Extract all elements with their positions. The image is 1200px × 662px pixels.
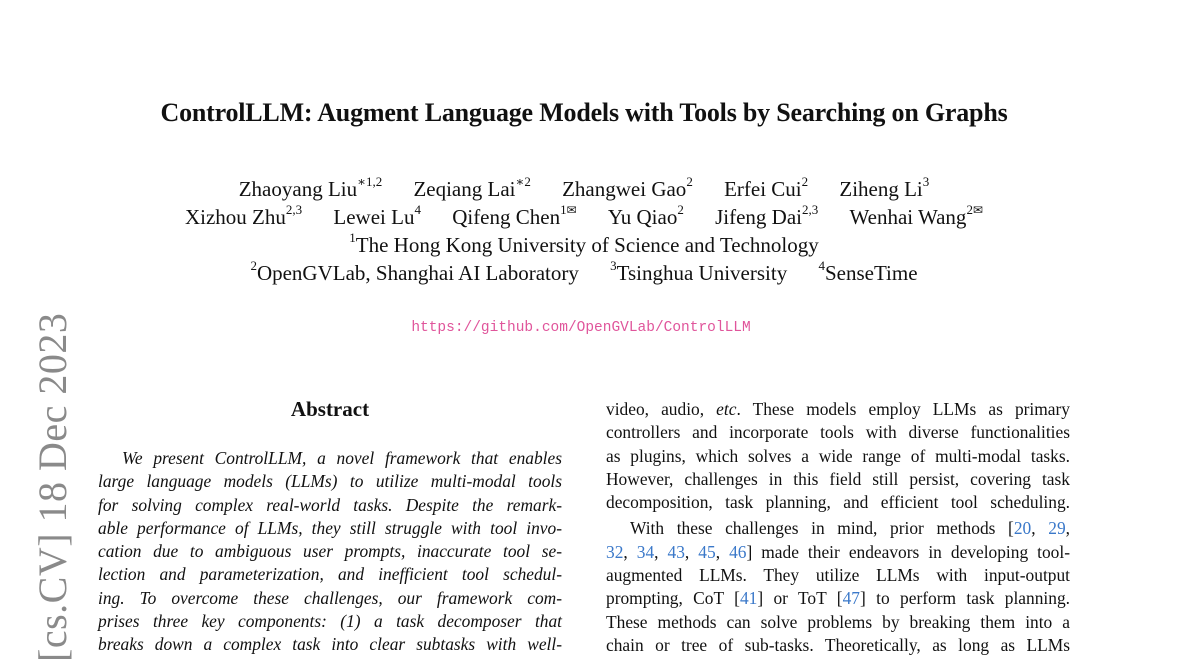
affiliation-1: $^1$The Hong Kong University of Science and Technology <box>349 230 819 257</box>
affiliation-2: $^2$OpenGVLab, Shanghai AI Laboratory $^3$Tsinghua University $^4$SenseTime <box>250 258 918 285</box>
abstract-line: prises three key components: (1) a task decomposer that <box>98 611 562 632</box>
abstract-line: large language models (LLMs) to utilize multi-modal tools <box>98 471 562 492</box>
abstract-body <box>98 447 562 657</box>
citation-link[interactable]: 29 <box>1048 518 1066 539</box>
body-line: decomposition, task planning, and efficient tool scheduling. <box>606 492 1070 513</box>
author: Xizhou Zhu$^{2,3}$ <box>184 202 303 229</box>
body-line: as plugins, which solves a wide range of multi-modal tasks. <box>606 445 1070 466</box>
abstract-line: able performance of LLMs, they still struggle with tool invo- <box>98 517 562 538</box>
abstract-line: breaks down a complex task into clear subtasks with well- <box>98 634 562 655</box>
author: Jifeng Dai$^{2,3}$ <box>715 202 819 229</box>
paper-title: ControlLLM: Augment Language Models with Tools by Searching on Graphs <box>160 98 1008 127</box>
citation-link[interactable]: 47 <box>842 588 860 609</box>
author: Zeqiang Lai$^{∗2}$ <box>413 174 531 201</box>
author: Wenhai Wang$^{2✉}$ <box>849 202 983 229</box>
body-line: controllers and incorporate tools with diverse functionalities <box>606 422 1070 443</box>
citation-link[interactable]: 20 <box>1013 518 1032 539</box>
authors-row-1 <box>0 174 1168 202</box>
citation-link[interactable]: 41 <box>739 588 758 609</box>
abstract-line: We present ControlLLM, a novel framework that enables <box>122 448 562 468</box>
envelope-icon: ✉ <box>972 203 983 217</box>
citation-link[interactable]: 43 <box>667 541 685 562</box>
author: Erfei Cui$^2$ <box>724 174 809 201</box>
author: Ziheng Li$^3$ <box>839 174 930 201</box>
author: Yu Qiao$^2$ <box>607 202 684 229</box>
body-line: prompting, CoT [41] or ToT [47] to perform task planning. <box>606 588 1070 609</box>
citation-link[interactable]: 32 <box>606 541 624 562</box>
abstract-line: for solving complex real-world tasks. Despite the remark- <box>98 494 562 515</box>
author: Zhaoyang Liu$^{∗1,2}$ <box>238 174 383 201</box>
author: Qifeng Chen$^{1✉}$ <box>452 202 577 229</box>
abstract-line: ing. To overcome these challenges, our framework com- <box>98 587 562 608</box>
arxiv-stamp: [cs.CV] 18 Dec 2023 <box>30 312 75 662</box>
envelope-icon: ✉ <box>566 203 577 217</box>
body-line: However, challenges in this field still persist, covering task <box>606 468 1070 489</box>
abstract-line: cation due to ambiguous user prompts, inaccurate tool se- <box>98 541 562 562</box>
citation-link[interactable]: 34 <box>636 541 655 562</box>
abstract-heading: Abstract <box>290 397 370 421</box>
body-line: With these challenges in mind, prior methods [20, 29, <box>630 518 1070 539</box>
abstract-line: lection and parameterization, and inefficient tool schedul- <box>98 564 562 585</box>
authors-row-2 <box>0 202 1168 230</box>
body-line: chain or tree of sub-tasks. Theoretically, as long as LLMs <box>606 634 1070 655</box>
citation-link[interactable]: 45 <box>698 541 716 562</box>
author: Zhangwei Gao$^2$ <box>562 174 693 201</box>
body-line: video, audio, etc. These models employ LLMs as primary <box>606 399 1070 419</box>
body-line: 32, 34, 43, 45, 46] made their endeavors in developing tool- <box>606 541 1071 562</box>
intro-column <box>606 398 1070 657</box>
citation-link[interactable]: 46 <box>729 541 747 562</box>
body-line: augmented LLMs. They utilize LLMs with input-output <box>606 565 1070 586</box>
body-line: These methods can solve problems by breaking them into a <box>606 611 1070 632</box>
author: Lewei Lu$^4$ <box>333 202 421 229</box>
github-link[interactable]: https://github.com/OpenGVLab/ControlLLM <box>411 320 751 336</box>
